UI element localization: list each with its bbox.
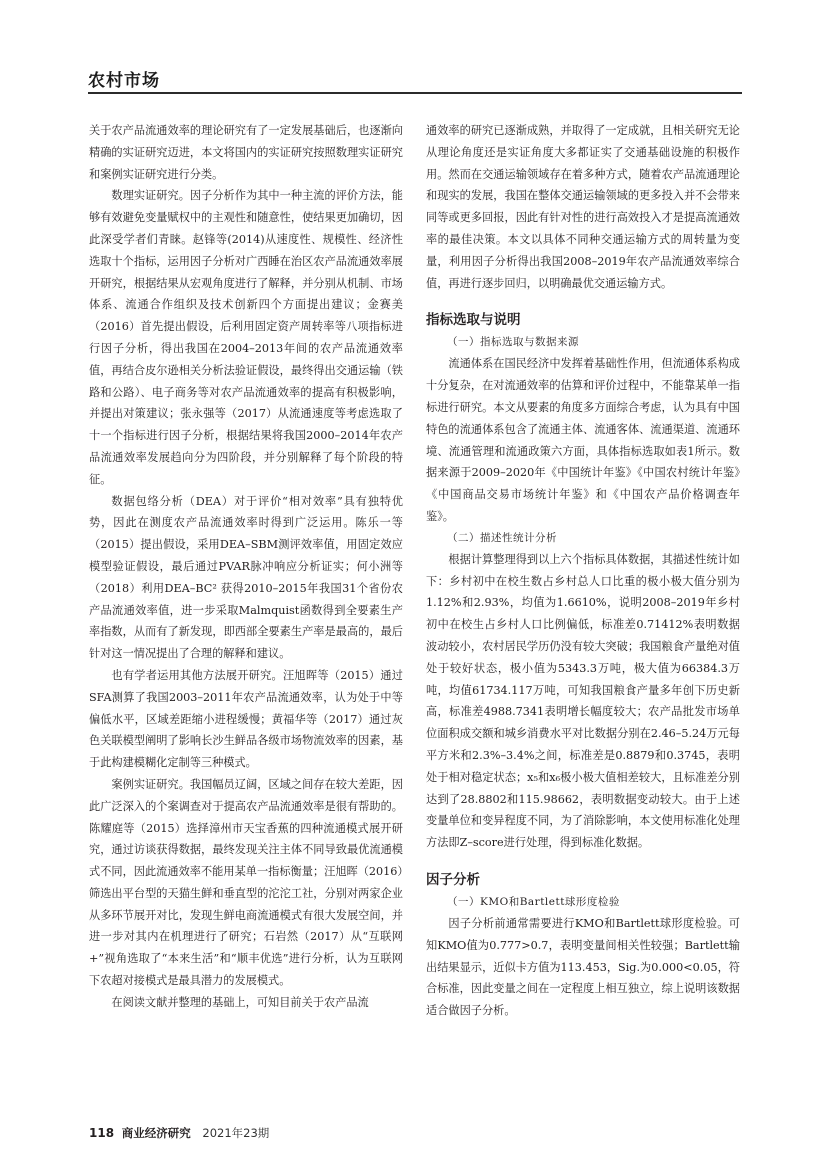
header-divider	[88, 92, 742, 94]
section-heading: 指标选取与说明	[426, 312, 521, 329]
right-column	[426, 120, 740, 1022]
page-footer	[89, 1125, 269, 1141]
page-number: 118	[89, 1126, 115, 1140]
paragraph: 根据计算整理得到以上六个指标具体数据，其描述性统计如下：乡村初中在校生数占乡村总人口比重的极小极大值分别为1.12%和2.93%，均值为1.6610%，说明2008–2019年乡村初中在校生占乡村人口比例偏低，标准差0.71412%表明数据波动较小，农村居民学历仍没有较大突破；我国粮食产量绝对值处于较好状态，极小值为5343.3万吨，极大值为66384.3万吨，均值61734.117万吨，可知我国粮食产量多年创下历史新高，标准差4988.7341表明增长幅度较大；农产品批发市场单位面积成交额和城乡消费水平对比数据分别在2.46–5.24万元每平方米和2.3%–3.4%之间，标准差是0.8879和0.3745，表明处于相对稳定状态；x₅和x₆极小极大值相差较大，且标准差分别达到了28.8802和115.98662，表明数据变动较大。由于上述变量单位和变异程度不同，为了消除影响，本文使用标准化处理方法即Z–score进行处理，得到标准化数据。	[426, 552, 740, 850]
subsection-heading: （一）指标选取与数据来源	[447, 336, 579, 349]
paragraph: 数据包络分析（DEA）对于评价“相对效率”具有独特优势，因此在测度农产品流通效率时得到广泛运用。陈乐一等（2015）提出假设，采用DEA–SBM测评效率值，用固定效应模型验证假设，最后通过PVAR脉冲响应分析证实；何小洲等（2018）利用DEA–BC² 获得2010–2015年我国31个省份农产品流通效率值，进一步采取Malmquist函数得到全要素生产率指数，从而有了新发现，即西部全要素生产率是最高的，最后针对这一情况提出了合理的解释和建议。	[89, 494, 403, 661]
paragraph: 流通体系在国民经济中发挥着基础性作用，但流通体系构成十分复杂，在对流通效率的估算和评价过程中，不能靠某单一指标进行研究。本文从要素的角度多方面综合考虑，认为具有中国特色的流通体系包含了流通主体、流通客体、流通渠道、流通环境、流通管理和流通政策六方面，具体指标选取如表1所示。数据来源于2009–2020年《中国统计年鉴》《中国农村统计年鉴》《中国商品交易市场统计年鉴》和《中国农产品价格调查年鉴》。	[426, 357, 740, 523]
subsection-heading: （二）描述性统计分析	[447, 531, 557, 544]
paragraph: 关于农产品流通效率的理论研究有了一定发展基础后，也逐渐向精确的实证研究迈进，本文将国内的实证研究按照数理实证研究和案例实证研究进行分类。	[89, 124, 403, 181]
journal-name: 商业经济研究	[121, 1126, 191, 1140]
paragraph: 也有学者运用其他方法展开研究。汪旭晖等（2015）通过SFA测算了我国2003–2011年农产品流通效率，认为处于中等偏低水平，区域差距缩小进程缓慢；黄福华等（2017）通过灰色关联模型阐明了影响长沙生鲜品各级市场物流效率的因素，基于此构建模糊化定制等三种模式。	[89, 668, 403, 770]
paragraph: 在阅读文献并整理的基础上，可知目前关于农产品流	[111, 995, 369, 1009]
paragraph: 通效率的研究已逐渐成熟，并取得了一定成就，且相关研究无论从理论角度还是实证角度大多都证实了交通基础设施的积极作用。然而在交通运输领域存在着多种方式，随着农产品流通理论和现实的发展，我国在整体交通运输领域的更多投入并不会带来同等或更多回报，因此有针对性的进行高效投入才是提高流通效率的最佳决策。本文以具体不同种交通运输方式的周转量为变量，利用因子分析得出我国2008–2019年农产品流通效率综合值，再进行逐步回归，以明确最优交通运输方式。	[426, 124, 740, 290]
paragraph: 数理实证研究。因子分析作为其中一种主流的评价方法，能够有效避免变量赋权中的主观性和随意性，使结果更加确切，因此深受学者们青睐。赵锋等(2014)从速度性、规模性、经济性选取十个指标，运用因子分析对广西睡在治区农产品流通效率展开研究，根据结果从宏观角度进行了解释，并分别从机制、市场体系、流通合作组织及技术创新四个方面提出建议；金赛美（2016）首先提出假设，后利用固定资产周转率等八项指标进行因子分析，得出我国在2004–2013年间的农产品流通效率值，再结合皮尔逊相关分析法验证假设，最终得出交通运输（铁路和公路）、电子商务等对农产品流通效率的提高有积极影响，并提出对策建议；张永强等（2017）从流通速度等考虑选取了十一个指标进行因子分析，根据结果将我国2000–2014年农产品流通效率发展趋向分为四阶段，并分别解释了每个阶段的特征。	[89, 189, 403, 486]
subsection-heading: （一）KMO和Bartlett球形度检验	[447, 895, 620, 908]
section-heading: 因子分析	[426, 871, 480, 888]
running-header-title: 农村市场	[88, 71, 160, 91]
paragraph: 因子分析前通常需要进行KMO和Bartlett球形度检验。可知KMO值为0.777>0.7，表明变量间相关性较强；Bartlett输出结果显示，近似卡方值为113.453，Sig.为0.000<0.05，符合标准，因此变量之间在一定程度上相互独立，综上说明该数据适合做因子分析。	[426, 916, 740, 1018]
issue-label: 2021年23期	[202, 1126, 270, 1140]
paragraph: 案例实证研究。我国幅员辽阔，区域之间存在较大差距，因此广泛深入的个案调查对于提高农产品流通效率是很有帮助的。陈耀庭等（2015）选择漳州市天宝香蕉的四种流通模式展开研究，通过访谈获得数据，最终发现关注主体不同导致最优流通模式不同，因此流通效率不能用某单一指标衡量；汪旭晖（2016）筛选出平台型的天猫生鲜和垂直型的沱沱工社，分别对两家企业从多环节展开对比，发现生鲜电商流通模式有很大发展空间，并进一步对其内在机理进行了研究；石岩然（2017）从“互联网+”视角选取了“本来生活”和“顺丰优选”进行分析，认为互联网下农超对接模式是最具潜力的发展模式。	[89, 777, 403, 988]
left-column	[89, 120, 403, 1014]
